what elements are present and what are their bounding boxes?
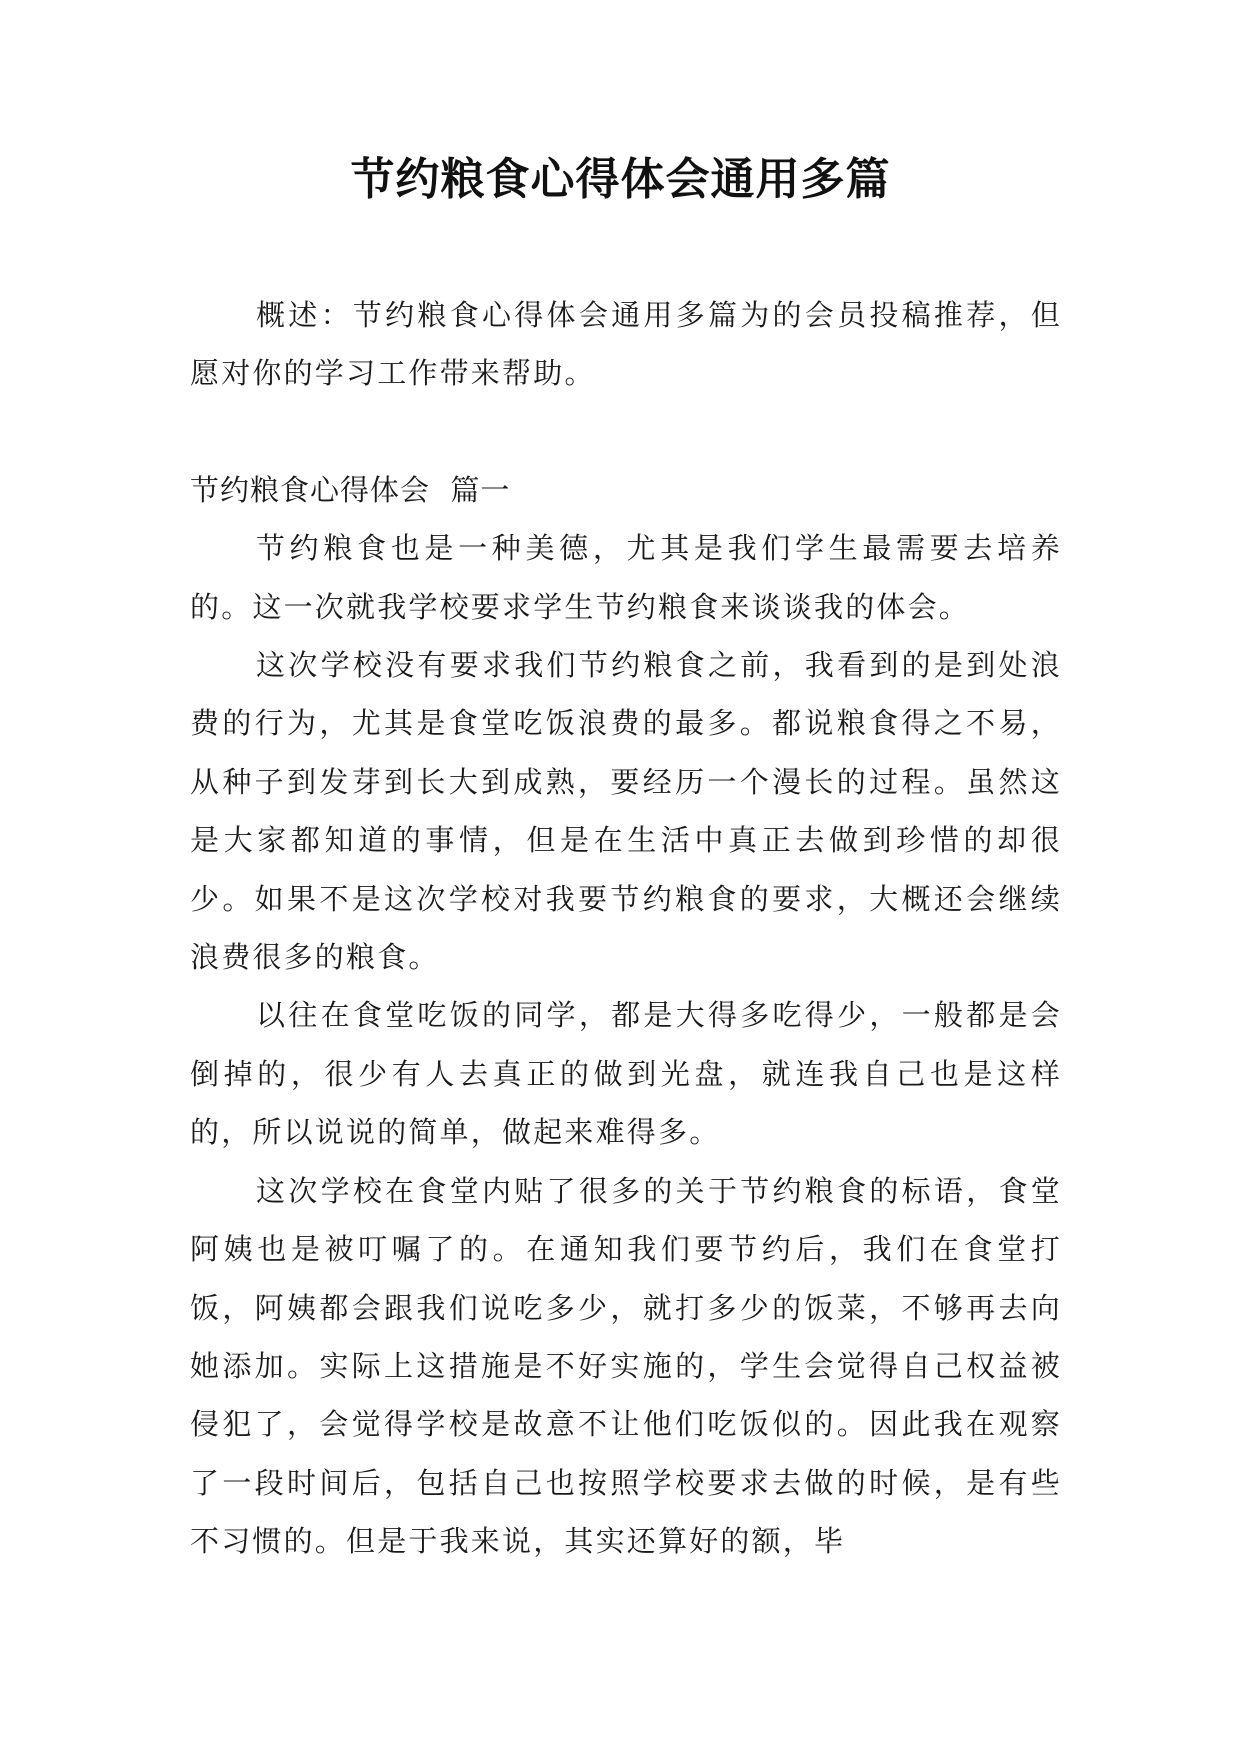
body-paragraph: 这次学校没有要求我们节约粮食之前，我看到的是到处浪费的行为，尤其是食堂吃饭浪费的最多。都说粮食得之不易，从种子到发芽到长大到成熟，要经历一个漫长的过程。虽然这是大家都知道的事情，但是在生活中真正去做到珍惜的却很少。如果不是这次学校对我要节约粮食的要求，大概还会继续浪费很多的粮食。 bbox=[190, 648, 1062, 975]
summary-paragraph: 概述：节约粮食心得体会通用多篇为的会员投稿推荐，但愿对你的学习工作带来帮助。 bbox=[190, 298, 1062, 391]
document-title: 节约粮食心得体会通用多篇 bbox=[350, 154, 891, 205]
body-paragraph: 这次学校在食堂内贴了很多的关于节约粮食的标语，食堂阿姨也是被叮嘱了的。在通知我们要节约后，我们在食堂打饭，阿姨都会跟我们说吃多少，就打多少的饭菜，不够再去向她添加。实际上这措施是不好实施的，学生会觉得自己权益被侵犯了，会觉得学校是故意不让他们吃饭似的。因此我在观察了一段时间后，包括自己也按照学校要求去做的时候，是有些不习惯的。但是于我来说，其实还算好的额，毕 bbox=[190, 1173, 1062, 1559]
document-body bbox=[190, 286, 1062, 1571]
section-heading: 节约粮食心得体会 篇一 bbox=[190, 472, 511, 507]
body-paragraph: 以往在食堂吃饭的同学，都是大得多吃得少，一般都是会倒掉的，很少有人去真正的做到光盘，就连我自己也是这样的，所以说说的简单，做起来难得多。 bbox=[190, 998, 1062, 1150]
body-paragraph: 节约粮食也是一种美德，尤其是我们学生最需要去培养的。这一次就我学校要求学生节约粮食来谈谈我的体会。 bbox=[190, 531, 1062, 624]
